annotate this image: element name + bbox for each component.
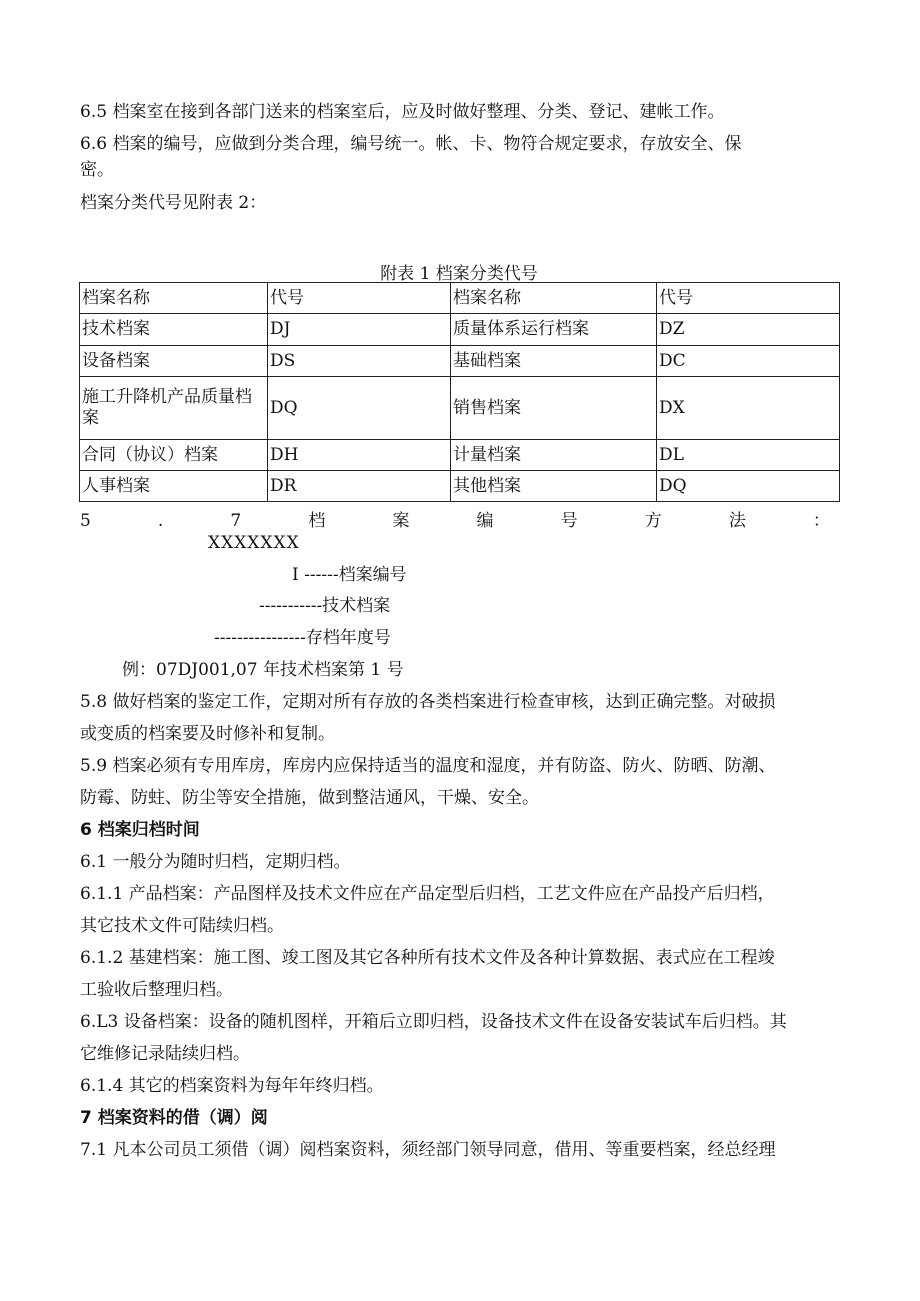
archive-code-table (79, 282, 840, 502)
heading-char: 7 (230, 511, 242, 531)
table-cell: DS (268, 346, 451, 377)
numbering-part-category: -----------技术档案 (259, 596, 391, 616)
para-6-1-1-line1: 6.1.1 产品档案：产品图样及技术文件应在产品定型后归档，工艺文件应在产品投产后归档， (80, 884, 775, 904)
table-cell: DC (657, 346, 840, 377)
table-cell: DQ (268, 377, 451, 440)
heading-char: 编 (476, 511, 494, 531)
table-row (80, 440, 840, 471)
header-cell: 档案名称 (451, 283, 657, 314)
heading-char: 档 (308, 511, 326, 531)
para-6-1-4: 6.1.4 其它的档案资料为每年年终归档。 (80, 1076, 384, 1096)
table-cell: 人事档案 (80, 471, 268, 502)
table-cell: 技术档案 (80, 314, 268, 346)
numbering-part-year: ----------------存档年度号 (214, 628, 391, 648)
para-7-1: 7.1 凡本公司员工须借（调）阅档案资料，须经部门领导同意，借用、等重要档案，经总经理 (80, 1140, 776, 1160)
numbering-part-archive-no: I ------档案编号 (292, 565, 407, 585)
table-cell: 质量体系运行档案 (451, 314, 657, 346)
para-6-1-2-line2: 工验收后整理归档。 (80, 980, 233, 1000)
table-cell: DZ (657, 314, 840, 346)
numbering-pattern: XXXXXXX (208, 533, 300, 553)
table-cell: 计量档案 (451, 440, 657, 471)
table-cell: DQ (657, 471, 840, 502)
table-cell: DX (657, 377, 840, 440)
table-caption: 附表 1 档案分类代号 (380, 264, 538, 284)
heading-char: 法 (728, 511, 746, 531)
para-6-6-line2: 密。 (80, 160, 114, 180)
header-cell: 代号 (657, 283, 840, 314)
numbering-example: 例：07DJ001,07 年技术档案第 1 号 (122, 660, 404, 680)
heading-char: 号 (560, 511, 578, 531)
table-cell: 施工升降机产品质量档案 (80, 377, 268, 440)
table-cell: DJ (268, 314, 451, 346)
para-5-8-line2: 或变质的档案要及时修补和复制。 (80, 724, 335, 744)
para-6-6-line1: 6.6 档案的编号，应做到分类合理，编号统一。帐、卡、物符合规定要求，存放安全、保 (80, 134, 742, 154)
para-6-1-3-line1: 6.L3 设备档案：设备的随机图样，开箱后立即归档，设备技术文件在设备安装试车后归档。其 (80, 1012, 787, 1032)
table-cell: DL (657, 440, 840, 471)
table-cell: 销售档案 (451, 377, 657, 440)
table-cell: 其他档案 (451, 471, 657, 502)
table-row (80, 346, 840, 377)
table-row (80, 471, 840, 502)
header-cell: 档案名称 (80, 283, 268, 314)
para-5-8-line1: 5.8 做好档案的鉴定工作，定期对所有存放的各类档案进行检查审核，达到正确完整。对破损 (80, 692, 776, 712)
table-cell: DH (268, 440, 451, 471)
header-cell: 代号 (268, 283, 451, 314)
para-6-1: 6.1 一般分为随时归档，定期归档。 (80, 852, 351, 872)
numbering-method-heading (80, 510, 830, 532)
para-5-9-line1: 5.9 档案必须有专用库房，库房内应保持适当的温度和湿度，并有防盗、防火、防晒、防潮、 (80, 756, 776, 776)
para-6-1-1-line2: 其它技术文件可陆续归档。 (80, 916, 284, 936)
section-7-heading: 7 档案资料的借（调）阅 (80, 1108, 268, 1128)
table-row (80, 314, 840, 346)
table-cell: 合同（协议）档案 (80, 440, 268, 471)
table-cell: 基础档案 (451, 346, 657, 377)
table-cell: DR (268, 471, 451, 502)
para-6-5: 6.5 档案室在接到各部门送来的档案室后，应及时做好整理、分类、登记、建帐工作。 (80, 102, 725, 122)
para-6-1-2-line1: 6.1.2 基建档案：施工图、竣工图及其它各种所有技术文件及各种计算数据、表式应在工程竣 (80, 948, 775, 968)
heading-char: . (157, 511, 164, 531)
heading-char: 方 (644, 511, 662, 531)
heading-char: 案 (392, 511, 410, 531)
table-row (80, 377, 840, 440)
section-6-heading: 6 档案归档时间 (80, 820, 200, 840)
para-5-9-line2: 防霉、防蛀、防尘等安全措施，做到整洁通风，干燥、安全。 (80, 788, 539, 808)
heading-char: ： (812, 511, 830, 531)
heading-char: 5 (80, 511, 91, 531)
para-6-1-3-line2: 它维修记录陆续归档。 (80, 1044, 250, 1064)
table-header-row (80, 283, 840, 314)
table-cell: 设备档案 (80, 346, 268, 377)
appendix-reference: 档案分类代号见附表 2： (80, 193, 267, 213)
